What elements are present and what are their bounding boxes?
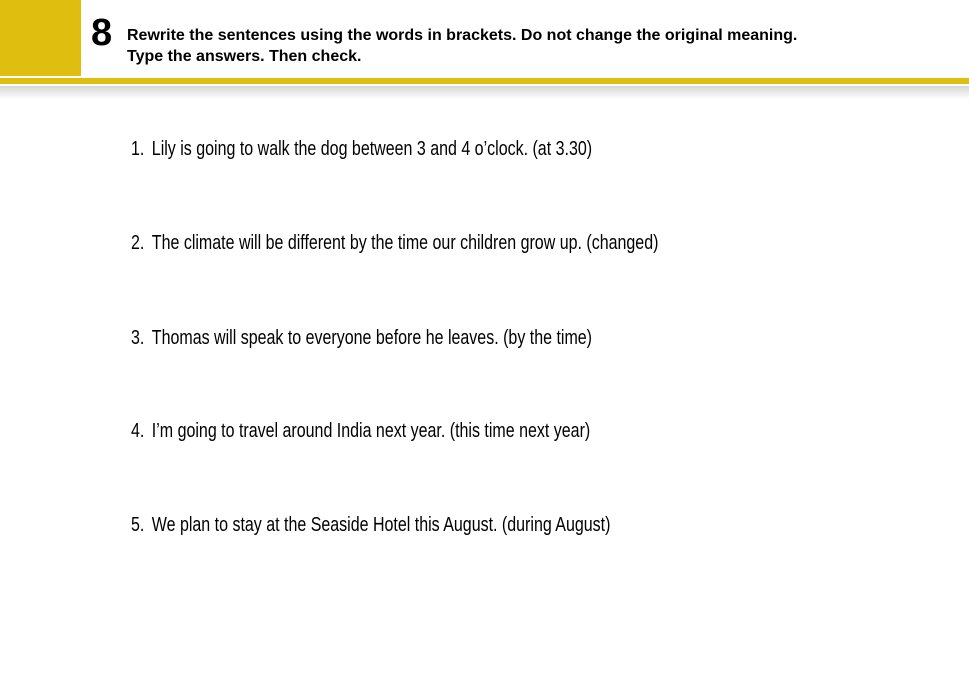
sentence-text: We plan to stay at the Seaside Hotel this August. (during August): [151, 514, 611, 536]
sentence-item-2: [131, 232, 658, 254]
sentence-item-5: [131, 514, 610, 536]
sentence-item-3: [131, 327, 592, 349]
exercise-number: 8: [91, 12, 113, 54]
sentence-text: Lily is going to walk the dog between 3 and 4 o’clock. (at 3.30): [151, 138, 593, 160]
exercise-instructions: [127, 25, 797, 67]
sentence-number: 3.: [131, 327, 145, 349]
sentence-number: 2.: [131, 232, 145, 254]
sentence-text: The climate will be different by the time our children grow up. (changed): [151, 232, 659, 254]
sentence-item-4: [131, 420, 590, 442]
sentence-text: I’m going to travel around India next year. (this time next year): [151, 420, 591, 442]
sentence-item-1: [131, 138, 592, 160]
sentence-number: 5.: [131, 514, 145, 536]
accent-square: [0, 0, 81, 76]
accent-rule: [0, 78, 969, 84]
sentence-text: Thomas will speak to everyone before he leaves. (by the time): [151, 327, 593, 349]
accent-rule-shadow: [0, 86, 969, 99]
sentence-number: 4.: [131, 420, 145, 442]
instructions-line-2: Type the answers. Then check.: [127, 48, 362, 65]
instructions-line-1: Rewrite the sentences using the words in brackets. Do not change the original meaning.: [127, 27, 798, 44]
sentence-number: 1.: [131, 138, 145, 160]
